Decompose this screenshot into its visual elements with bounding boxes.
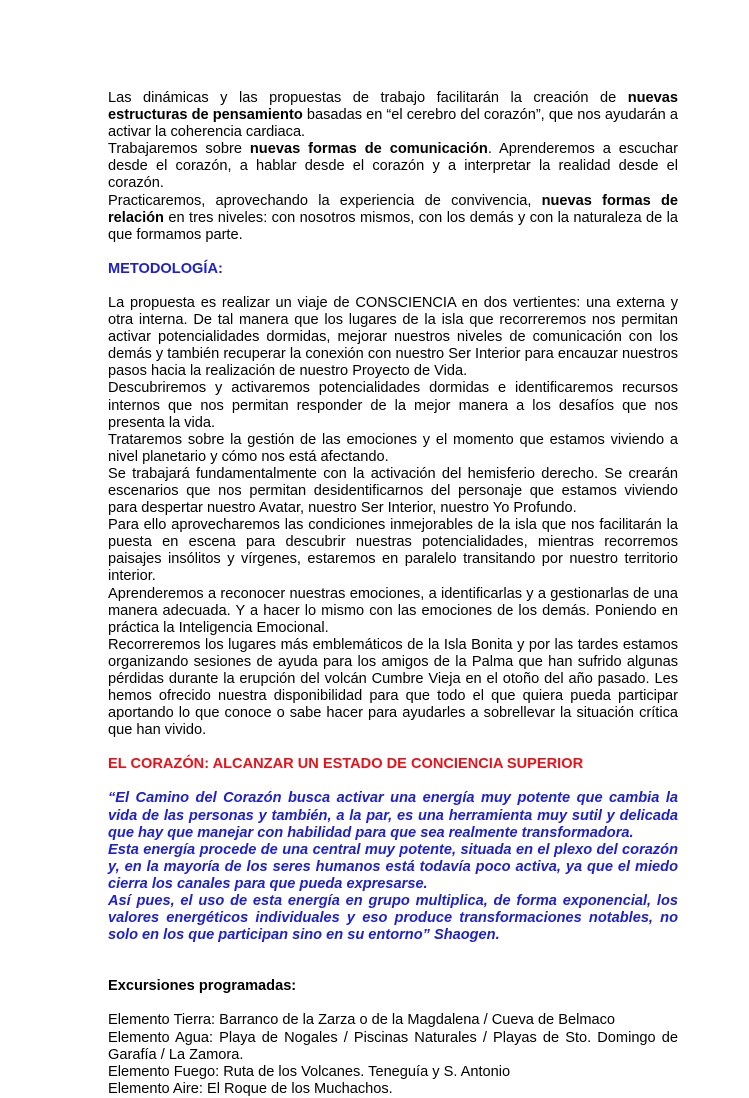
intro-text: Las dinámicas y las propuestas de trabajo facilitarán la creación de	[108, 90, 628, 106]
excursion-item: Elemento Tierra: Barranco de la Zarza o de la Magdalena / Cueva de Belmaco	[108, 1012, 616, 1029]
intro-bold: nuevas estructuras de pensamiento	[108, 90, 678, 124]
metodologia-paragraph: Recorreremos los lugares más emblemáticos de la Isla Bonita y por las tardes estamos organizando sesiones de ayuda para los amigos de la Palma que han sufrido algunas pérdidas durante la erupción del volcán Cumbre Vieja en el otoño del año pasado. Les hemos ofrecido nuestra disponibilidad para que todo el que quiera pueda participar aportando lo que conoce o sabe hacer para ayudarles a sobrellevar la situación crítica que han vivido.	[108, 636, 678, 739]
quote-paragraph: Así pues, el uso de esta energía en grupo multiplica, de forma exponencial, los valores energéticos individuales y eso produce transformaciones notables, no solo en los que participan sino en su entorno” Shaogen.	[108, 893, 678, 944]
intro-bold: nuevas formas de comunicación	[249, 141, 488, 158]
quote-paragraph: Esta energía procede de una central muy potente, situada en el plexo del corazón y, en la mayoría de los seres humanos está todavía poco activa, ya que el miedo cierra los canales para que pueda expresarse.	[108, 841, 678, 892]
metodologia-paragraph: Para ello aprovecharemos las condiciones inmejorables de la isla que nos facilitarán la puesta en escena para descubrir nuestras potencialidades, mientras recorremos paisajes insólitos y vírgenes, estaremos en paralelo transitando por nuestro territorio interior.	[108, 517, 678, 585]
document-page	[108, 90, 678, 1098]
excursion-item: Elemento Fuego: Ruta de los Volcanes. Teneguía y S. Antonio	[108, 1063, 511, 1080]
metodologia-heading: METODOLOGÍA:	[108, 260, 223, 277]
quote-paragraph: “El Camino del Corazón busca activar una energía muy potente que cambia la vida de las personas y también, a la par, es una herramienta muy sutil y delicada que hay que manejar con habilidad para que sea realmente transformadora.	[108, 790, 678, 841]
excursion-item: Elemento Agua: Playa de Nogales / Piscinas Naturales / Playas de Sto. Domingo de Garafía / La Zamora.	[108, 1029, 678, 1063]
intro-paragraph-1	[108, 90, 678, 141]
excursion-item: Elemento Aire: El Roque de los Muchachos.	[108, 1080, 393, 1097]
metodologia-paragraph: Descubriremos y activaremos potencialidades dormidas e identificaremos recursos internos que nos permitan responder de la mejor manera a los desafíos que nos presenta la vida.	[108, 380, 678, 431]
intro-paragraph-2	[108, 141, 678, 192]
intro-text: basadas en “el cerebro del corazón”, que nos ayudarán a activar la coherencia cardiaca.	[108, 107, 678, 141]
corazon-heading: EL CORAZÓN: ALCANZAR UN ESTADO DE CONCIENCIA SUPERIOR	[108, 756, 584, 773]
intro-text: Practicaremos, aprovechando la experiencia de convivencia,	[108, 192, 542, 209]
excursiones-heading: Excursiones programadas:	[108, 978, 297, 995]
intro-paragraph-3	[108, 193, 678, 244]
intro-text: Trabajaremos sobre	[108, 141, 250, 158]
intro-bold: nuevas formas de relación	[108, 192, 678, 226]
metodologia-paragraph: Trataremos sobre la gestión de las emociones y el momento que estamos viviendo a nivel planetario y cómo nos está afectando.	[108, 431, 678, 465]
metodologia-paragraph: La propuesta es realizar un viaje de CONSCIENCIA en dos vertientes: una externa y otra interna. De tal manera que los lugares de la isla que recorreremos nos permitan activar potencialidades dormidas, mejorar nuestros niveles de comunicación con los demás y también recuperar la conexión con nuestro Ser Interior para encauzar nuestros pasos hacia la realización de nuestro Proyecto de Vida.	[108, 294, 678, 380]
intro-text: en tres niveles: con nosotros mismos, con los demás y con la naturaleza de la que formamos parte.	[108, 209, 678, 243]
metodologia-paragraph: Se trabajará fundamentalmente con la activación del hemisferio derecho. Se crearán escenarios que nos permitan desidentificarnos del personaje que estamos viviendo para despertar nuestro Avatar, nuestro Ser Interior, nuestro Yo Profundo.	[108, 465, 678, 517]
intro-text: . Aprenderemos a escuchar desde el corazón, a hablar desde el corazón y a interpretar la realidad desde el corazón.	[108, 141, 678, 192]
metodologia-paragraph: Aprenderemos a reconocer nuestras emociones, a identificarlas y a gestionarlas de una manera adecuada. Y a hacer lo mismo con las emociones de los demás. Poniendo en práctica la Inteligencia Emocional.	[108, 585, 678, 636]
